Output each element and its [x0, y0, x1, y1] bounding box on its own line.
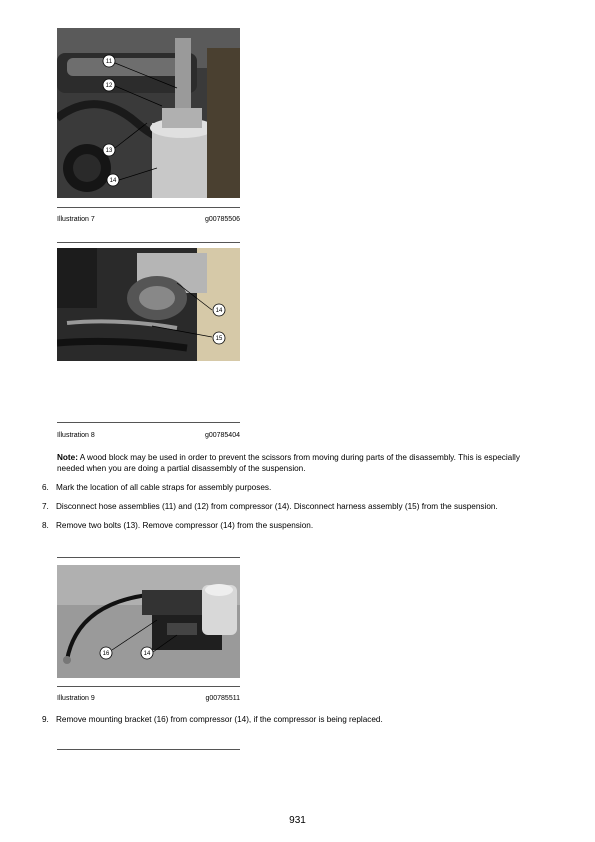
step-9	[42, 714, 552, 725]
svg-text:13: 13	[105, 148, 113, 154]
step-6	[42, 482, 552, 493]
step-number: 6.	[42, 483, 49, 492]
page-number: 931	[289, 815, 306, 826]
note-text: A wood block may be used in order to prevent the scissors from moving during parts of the disassembly. This is especially needed when you are doing a partial disassembly of the suspension.	[57, 453, 520, 473]
svg-text:11: 11	[105, 59, 113, 65]
callout-16	[100, 647, 112, 659]
note-label: Note:	[57, 453, 78, 462]
illustration-9-callouts	[57, 565, 240, 678]
svg-text:16: 16	[102, 651, 110, 657]
svg-text:12: 12	[105, 83, 113, 89]
svg-text:15: 15	[215, 336, 223, 342]
illustration-9-rule	[57, 686, 240, 687]
step-text: Remove two bolts (13). Remove compressor (14) from the suspension.	[56, 521, 314, 530]
illustration-8-top-rule	[57, 242, 240, 243]
callout-13	[103, 144, 115, 156]
illustration-7-rule	[57, 207, 240, 208]
callout-14	[107, 174, 119, 186]
step-7	[42, 501, 552, 512]
illustration-8-code: g00785404	[204, 432, 240, 439]
note-paragraph	[57, 452, 547, 474]
callout-14	[141, 647, 153, 659]
illustration-7-callouts	[57, 28, 240, 198]
illustration-9-caption	[57, 695, 240, 702]
callout-14	[213, 304, 225, 316]
step-text: Remove mounting bracket (16) from compressor (14), if the compressor is being replaced.	[56, 715, 383, 724]
illustration-9-label: Illustration 9	[57, 695, 95, 702]
illustration-8-label: Illustration 8	[57, 432, 95, 439]
svg-text:14: 14	[215, 308, 223, 314]
step-number: 8.	[42, 521, 49, 530]
callout-11	[103, 55, 115, 67]
illustration-9-code: g00785511	[205, 695, 240, 702]
step-number: 9.	[42, 715, 49, 724]
step-text: Mark the location of all cable straps for assembly purposes.	[56, 483, 272, 492]
illustration-8-caption	[57, 432, 240, 439]
step-number: 7.	[42, 502, 49, 511]
illustration-7-label: Illustration 7	[57, 216, 95, 223]
illustration-7-code: g00785506	[204, 216, 240, 223]
svg-text:14: 14	[143, 651, 151, 657]
illustration-9-top-rule	[57, 557, 240, 558]
step-text: Disconnect hose assemblies (11) and (12) from compressor (14). Disconnect harness assembly (15) from the suspension.	[56, 502, 498, 511]
illustration-8-callouts	[57, 248, 240, 361]
callout-15	[213, 332, 225, 344]
callout-12	[103, 79, 115, 91]
illustration-7-caption	[57, 216, 240, 223]
illustration-8-rule	[57, 422, 240, 423]
bottom-rule	[57, 749, 240, 750]
svg-text:14: 14	[109, 178, 117, 184]
step-8	[42, 520, 552, 531]
